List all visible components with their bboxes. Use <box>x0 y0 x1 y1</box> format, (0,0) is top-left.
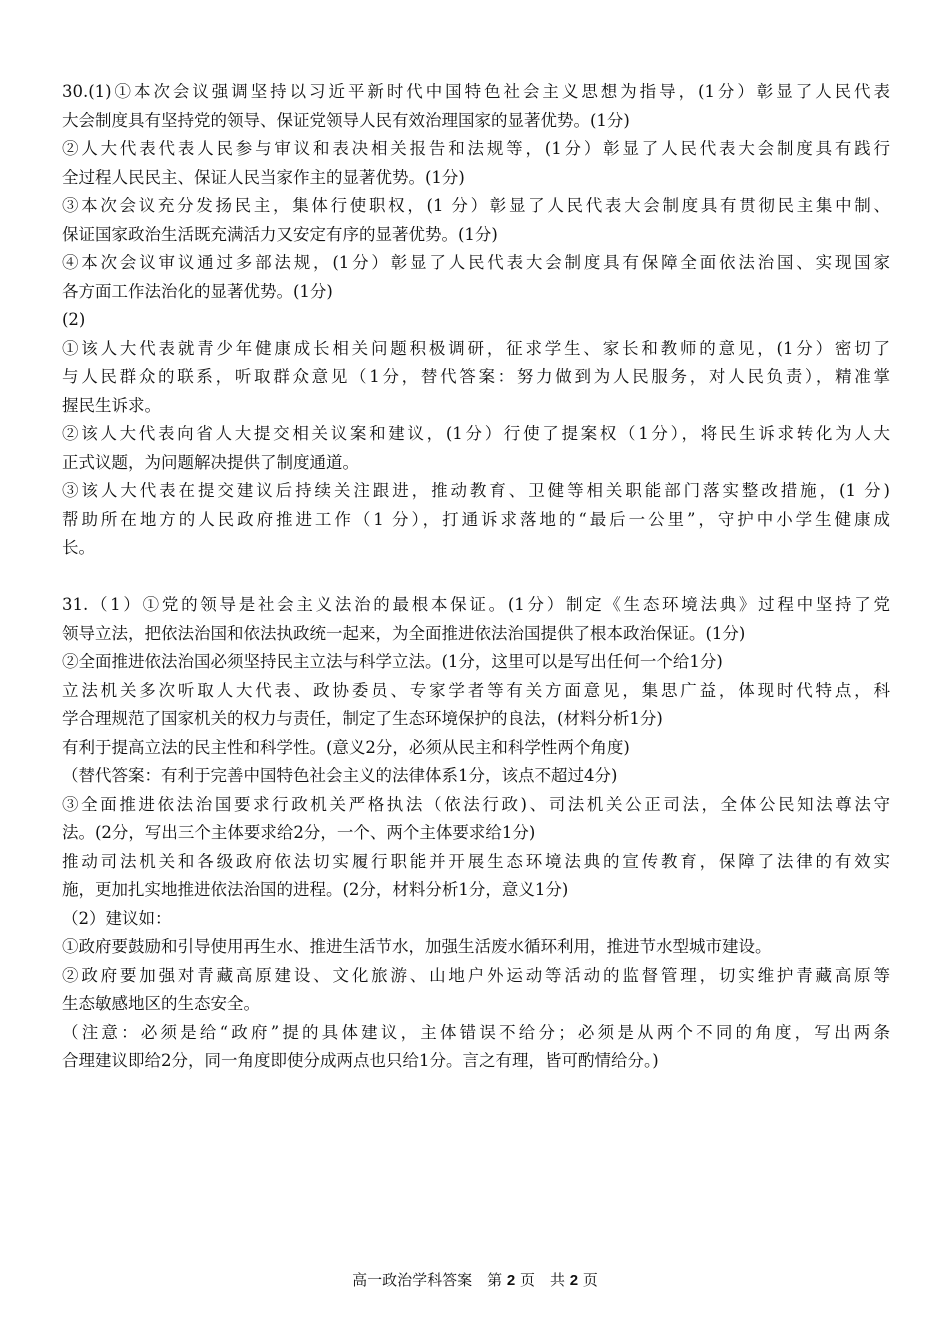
part-heading: (2) <box>62 310 86 329</box>
page-footer <box>0 1270 950 1291</box>
answer-line: ①政府要鼓励和引导使用再生水、推进生活节水，加强生活废水循环利用，推进节水型城市建设。 <box>62 937 772 956</box>
answer-line: 保证国家政治生活既充满活力又安定有序的显著优势。(1分) <box>62 224 498 244</box>
answer-line: ②全面推进依法治国必须坚持民主立法与科学立法。(1分，这里可以是写出任何一个给1分) <box>62 652 723 671</box>
footer-mid: 页 共 <box>519 1271 565 1289</box>
note-line: 合理建议即给2分，同一角度即使分成两点也只给1分。言之有理，皆可酌情给分。) <box>62 1051 659 1070</box>
answer-line: 正式议题，为问题解决提供了制度通道。 <box>62 452 359 472</box>
footer-prefix: 高一政治学科答案 第 <box>352 1271 503 1289</box>
answer-line: 领导立法，把依法治国和依法执政统一起来，为全面推进依法治国提供了根本政治保证。(1分) <box>62 623 746 643</box>
answer-line: 帮助所在地方的人民政府推进工作（1 分），打通诉求落地的“最后一公里”，守护中小学生健康成 <box>62 509 890 529</box>
answer-line: 大会制度具有坚持党的领导、保证党领导人民有效治理国家的显著优势。(1分) <box>62 110 630 130</box>
answer-sheet <box>62 78 890 1076</box>
answer-line: 全过程人民民主、保证人民当家作主的显著优势。(1分) <box>62 167 465 187</box>
answer-line: ③全面推进依法治国要求行政机关严格执法（依法行政)、司法机关公正司法，全体公民知法尊法守 <box>62 794 890 814</box>
question-31 <box>62 591 890 1076</box>
answer-line: 学合理规范了国家机关的权力与责任，制定了生态环境保护的良法，(材料分析1分) <box>62 709 663 728</box>
answer-line: ①该人大代表就青少年健康成长相关问题积极调研，征求学生、家长和教师的意见，(1分）密切了 <box>62 338 890 358</box>
answer-line: ②政府要加强对青藏高原建设、文化旅游、山地户外运动等活动的监督管理，切实维护青藏高原等 <box>62 965 890 985</box>
answer-line: 30.(1)①本次会议强调坚持以习近平新时代中国特色社会主义思想为指导，(1分）彰显了人民代表 <box>62 82 890 101</box>
answer-line: ③本次会议充分发扬民主，集体行使职权，(1 分）彰显了人民代表大会制度具有贯彻民主集中制、 <box>62 196 890 215</box>
answer-line: 与人民群众的联系，听取群众意见（1分，替代答案：努力做到为人民服务，对人民负责），精准掌 <box>62 367 890 386</box>
answer-line: ②该人大代表向省人大提交相关议案和建议，(1分）行使了提案权（1分），将民生诉求转化为人大 <box>62 424 890 443</box>
answer-line: 有利于提高立法的民主性和科学性。(意义2分，必须从民主和科学性两个角度) <box>62 737 630 757</box>
spacer <box>62 563 890 592</box>
answer-line: 各方面工作法治化的显著优势。(1分) <box>62 281 333 301</box>
note-line: （注意：必须是给“政府”提的具体建议，主体错误不给分；必须是从两个不同的角度，写出两条 <box>62 1022 890 1042</box>
answer-line: 推动司法机关和各级政府依法切实履行职能并开展生态环境法典的宣传教育，保障了法律的有效实 <box>62 851 890 871</box>
answer-line: 施，更加扎实地推进依法治国的进程。(2分，材料分析1分，意义1分) <box>62 880 569 899</box>
footer-page-number: 2 <box>506 1272 516 1289</box>
answer-line: 立法机关多次听取人大代表、政协委员、专家学者等有关方面意见，集思广益，体现时代特点，科 <box>62 680 890 700</box>
answer-line: ④本次会议审议通过多部法规，(1分）彰显了人民代表大会制度具有保障全面依法治国、实现国家 <box>62 253 890 272</box>
footer-suffix: 页 <box>582 1271 598 1289</box>
answer-line: （替代答案：有利于完善中国特色社会主义的法律体系1分，该点不超过4分) <box>62 766 618 785</box>
answer-line: 31.（1）①党的领导是社会主义法治的最根本保证。(1分）制定《生态环境法典》过程中坚持了党 <box>62 595 890 614</box>
part-heading: （2）建议如： <box>62 908 172 928</box>
answer-line: 生态敏感地区的生态安全。 <box>62 994 260 1013</box>
answer-line: 长。 <box>62 538 95 557</box>
answer-line: ②人大代表代表人民参与审议和表决相关报告和法规等，(1分）彰显了人民代表大会制度具有践行 <box>62 139 890 158</box>
answer-line: ③该人大代表在提交建议后持续关注跟进，推动教育、卫健等相关职能部门落实整改措施，(1 分) <box>62 481 890 500</box>
answer-line: 握民生诉求。 <box>62 395 161 415</box>
footer-total-pages: 2 <box>569 1272 579 1289</box>
answer-line: 法。(2分，写出三个主体要求给2分，一个、两个主体要求给1分) <box>62 823 536 842</box>
question-30 <box>62 78 890 563</box>
